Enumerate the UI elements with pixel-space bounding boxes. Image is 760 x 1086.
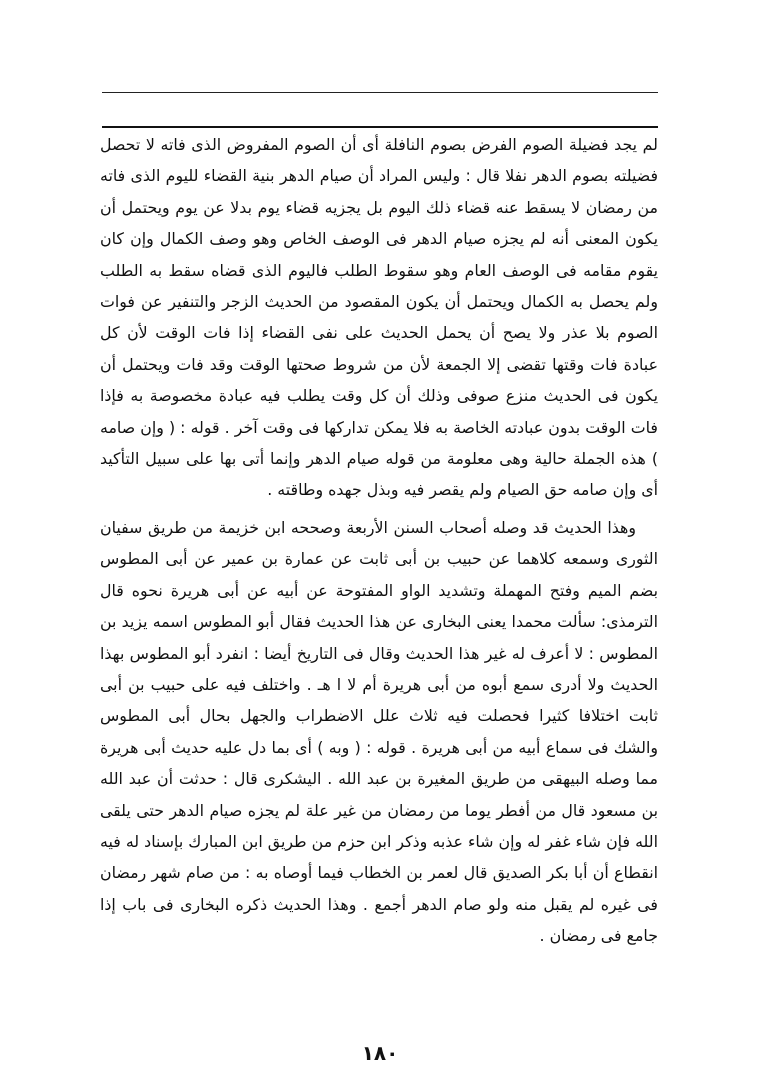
header-rule-thin [102,92,658,93]
paragraph-hadith-sources: وهذا الحديث قد وصله أصحاب السنن الأربعة وصححه ابن خزيمة من طريق سفيان الثورى وسمعه كلاهما عن حبيب بن أبى ثابت عن عمارة بن عمير عن أبى المطوس بضم الميم وفتح المهملة وتشديد الواو المفتوحة عن أبيه عن أبى هريرة نحوه قال الترمذى: سألت محمدا يعنى البخارى عن هذا الحديث فقال أبو المطوس اسمه يزيد بن المطوس : لا أعرف له غير هذا الحديث وقال فى التاريخ أيضا : انفرد أبو المطوس بهذا الحديث ولا أدرى سمع أبوه من أبى هريرة أم لا ا هـ . واختلف فيه على حبيب بن أبى ثابت اختلافا كثيرا فحصلت فيه ثلاث علل الاضطراب والجهل بحال أبى المطوس والشك فى سماع أبيه من أبى هريرة . قوله : ( وبه ) أى بما دل عليه حديث أبى هريرة مما وصله البيهقى من طريق المغيرة بن عبد الله . اليشكرى قال : حدثت أن عبد الله بن مسعود قال من أفطر يوما من رمضان من غير علة لم يجزه صيام الدهر حتى يلقى الله فإن شاء غفر له وإن شاء عذبه وذكر ابن حزم من طريق ابن المبارك بإسناد له فيه انقطاع أن أبا بكر الصديق قال لعمر بن الخطاب فيما أوصاه به : من صام شهر رمضان فى غيره لم يقبل منه ولو صام الدهر أجمع . وهذا الحديث ذكره البخارى فى باب إذا جامع فى رمضان . [100,517,658,946]
paragraph-commentary: لم يجد فضيلة الصوم الفرض بصوم النافلة أى أن الصوم المفروض الذى فاته لا تحصل فضيلته بصوم الدهر نفلا قال : وليس المراد أن صيام الدهر بنية القضاء لليوم الذى فاته من رمضان لا يسقط عنه قضاء ذلك اليوم بل يجزيه قضاء يوم بدلا عن يوم ويحتمل أن يكون المعنى أنه لم يجزه صيام الدهر فى الوصف الخاص وهو وصف الكمال وإن كان يقوم مقامه فى الوصف العام وهو سقوط الطلب فاليوم الذى قضاه سقط به الطلب ولم يحصل به الكمال ويحتمل أن يكون المقصود من الحديث الزجر والتنفير عن فوات الصوم بلا عذر ولا يصح أن يحمل الحديث على نفى القضاء إذا فات الوقت لأن كل عبادة فات وقتها تقضى إلا الجمعة لأن من شروط صحتها الوقت وقد فات ويحتمل أن يكون فى الحديث منزع صوفى وذلك أن كل وقت يطلب فيه عبادة مخصوصة به فإذا فات الوقت بدون عبادته الخاصة به فلا يمكن تداركها فى وقت آخر . قوله : ( وإن صامه ) هذه الجملة حالية وهى معلومة من قوله صيام الدهر وإنما أتى بها على سبيل التأكيد أى وإن صامه حق الصيام ولم يقصر فيه وبذل جهده وطاقته . [100,135,658,500]
header-rule-thick [102,126,658,128]
page-number: ١٨٠ [361,1041,399,1065]
body-text [100,129,658,952]
